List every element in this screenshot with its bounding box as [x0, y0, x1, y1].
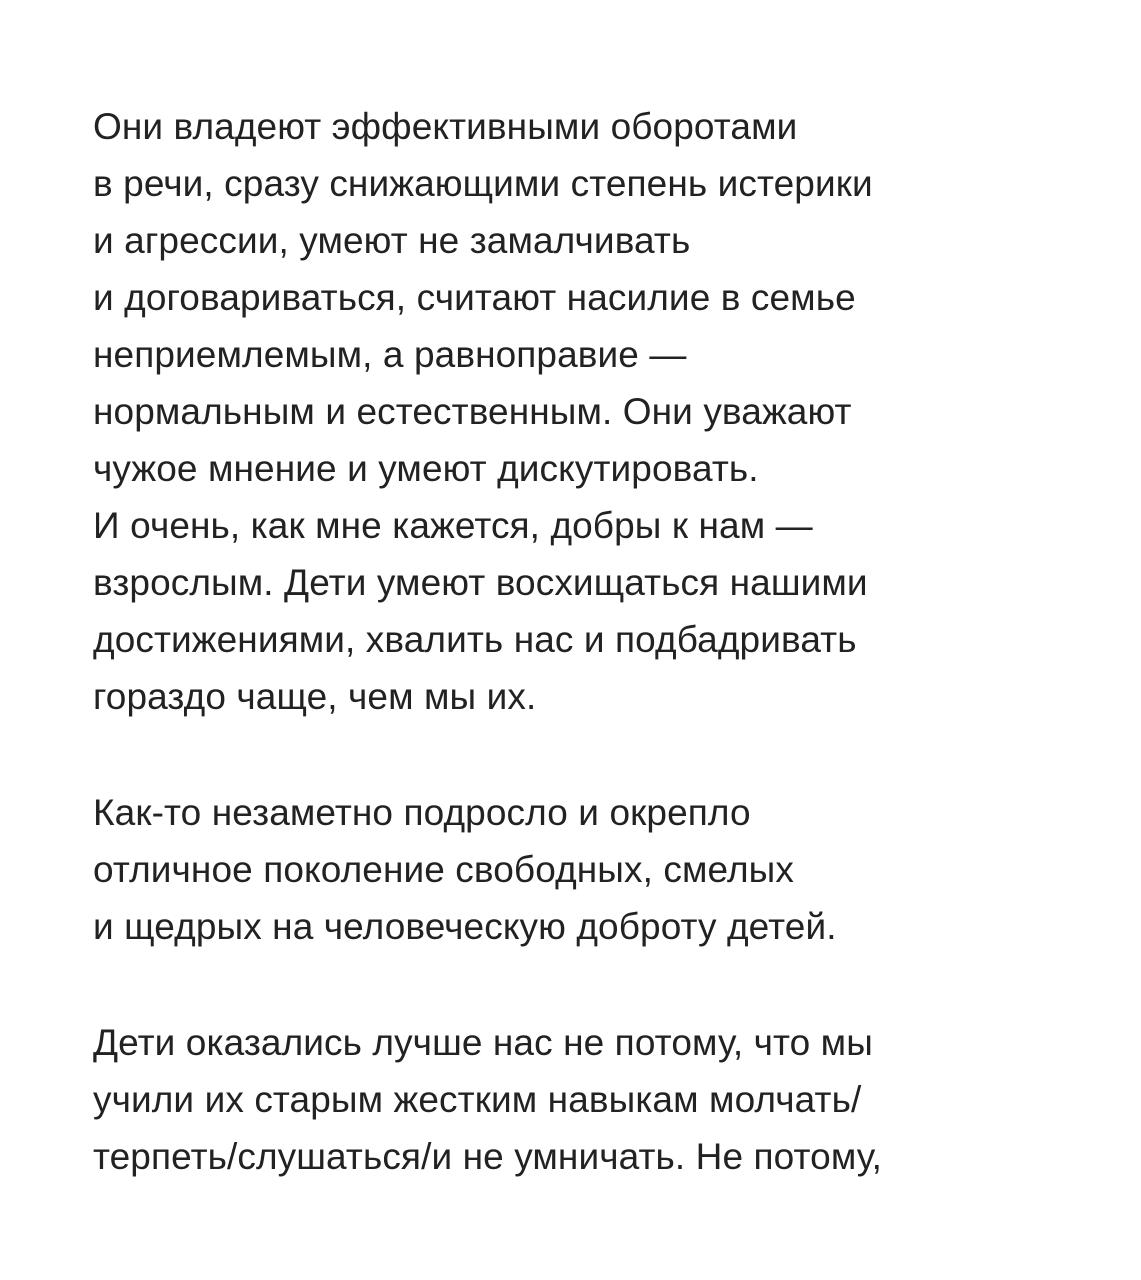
text-line: учили их старым жестким навыкам молчать/ [93, 1079, 862, 1120]
paragraph-3 [93, 1014, 1093, 1185]
text-line: в речи, сразу снижающими степень истерики [93, 163, 873, 204]
text-line: взрослым. Дети умеют восхищаться нашими [93, 562, 868, 603]
text-line: чужое мнение и умеют дискутировать. [93, 448, 759, 489]
text-line: гораздо чаще, чем мы их. [93, 676, 537, 717]
paragraph-2 [93, 784, 1093, 955]
text-line: и щедрых на человеческую доброту детей. [93, 906, 837, 947]
text-line: отличное поколение свободных, смелых [93, 849, 794, 890]
text-line: и договариваться, считают насилие в семье [93, 277, 856, 318]
text-line: Как-то незаметно подросло и окрепло [93, 792, 751, 833]
text-line: терпеть/слушаться/и не умничать. Не потому, [93, 1136, 883, 1177]
text-line: неприемлемым, а равноправие — [93, 334, 687, 375]
text-line: Дети оказались лучше нас не потому, что мы [93, 1022, 873, 1063]
article-body [93, 98, 1093, 1244]
text-line: нормальным и естественным. Они уважают [93, 391, 852, 432]
text-line: и агрессии, умеют не замалчивать [93, 220, 691, 261]
text-line: Они владеют эффективными оборотами [93, 106, 798, 147]
text-line: достижениями, хвалить нас и подбадривать [93, 619, 857, 660]
paragraph-1 [93, 98, 1093, 725]
text-line: И очень, как мне кажется, добры к нам — [93, 505, 813, 546]
